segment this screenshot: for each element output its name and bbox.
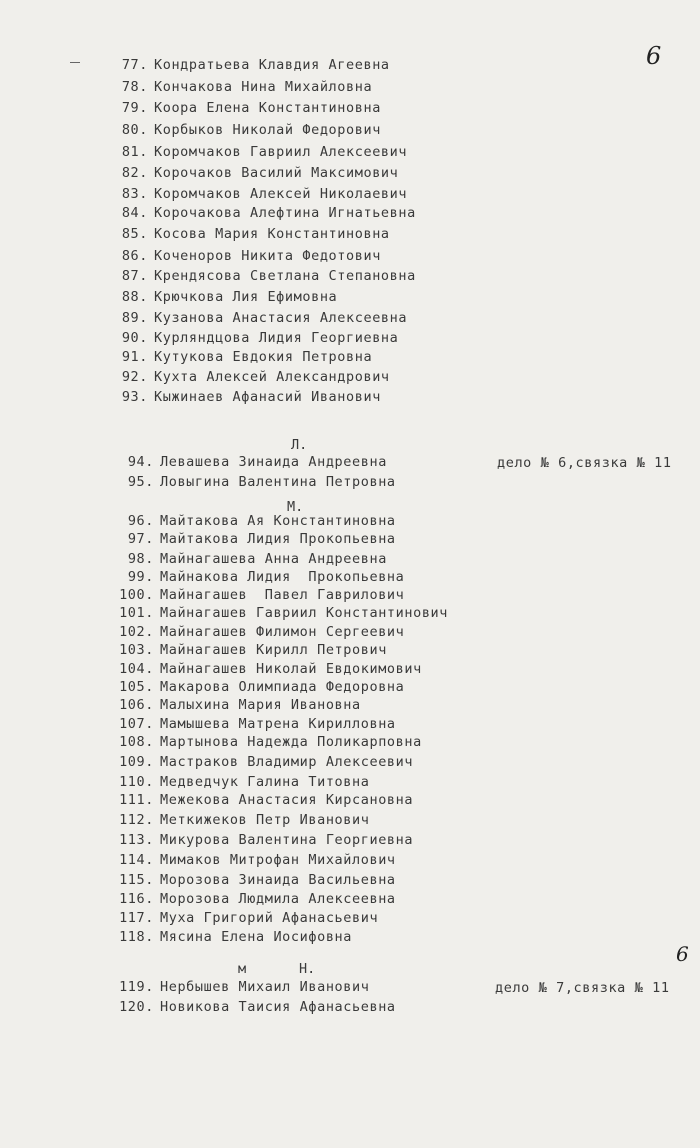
list-item	[108, 330, 398, 346]
list-item-name: Морозова Людмила Алексеевна	[160, 891, 396, 907]
section-heading-l: Л.	[291, 437, 308, 453]
list-item-name: Мимаков Митрофан Михайлович	[160, 852, 396, 868]
list-item-name: Корбыков Николай Федорович	[154, 122, 381, 138]
list-item	[114, 979, 369, 995]
list-item	[114, 929, 352, 945]
list-item-name: Макарова Олимпиада Федоровна	[160, 679, 405, 695]
list-item-name: Кузанова Анастасия Алексеевна	[154, 310, 408, 326]
list-item-number: 83.	[121, 186, 148, 202]
list-item-name: Малыхина Мария Ивановна	[160, 697, 361, 713]
list-item-name: Кыжинаев Афанасий Иванович	[154, 389, 381, 405]
list-item	[108, 205, 416, 221]
list-item	[108, 57, 390, 73]
list-item-name: Микурова Валентина Георгиевна	[160, 832, 414, 848]
list-item-number: 104.	[119, 661, 154, 677]
list-item	[114, 910, 378, 926]
list-item	[108, 369, 390, 385]
list-item-name: Майнагашев Кирилл Петрович	[160, 642, 387, 658]
list-item-name: Меткижеков Петр Иванович	[160, 812, 370, 828]
list-item-name: Курляндцова Лидия Георгиевна	[154, 330, 399, 346]
list-item-number: 105.	[119, 679, 154, 695]
list-item-number: 112.	[119, 812, 154, 828]
list-item-number: 118.	[119, 929, 154, 945]
list-item-number: 99.	[127, 569, 154, 585]
list-item	[108, 100, 381, 116]
list-item-name: Медведчук Галина Титовна	[160, 774, 370, 790]
list-item-name: Крючкова Лия Ефимовна	[154, 289, 338, 305]
list-item	[114, 642, 387, 658]
list-item	[108, 226, 390, 242]
list-item-number: 92.	[121, 369, 148, 385]
list-item	[114, 454, 387, 470]
list-item-number: 103.	[119, 642, 154, 658]
list-item	[108, 248, 381, 264]
list-item-name: Майтакова Ая Константиновна	[160, 513, 396, 529]
list-item	[108, 79, 372, 95]
list-item-name: Майнакова Лидия Прокопьевна	[160, 569, 405, 585]
list-item-number: 97.	[127, 531, 154, 547]
list-item-name: Майнагашев Филимон Сергеевич	[160, 624, 405, 640]
list-item	[108, 165, 398, 181]
list-item-number: 107.	[119, 716, 154, 732]
list-item-name: Коченоров Никита Федотович	[154, 248, 381, 264]
list-item	[114, 587, 404, 603]
list-item-name: Кухта Алексей Александрович	[154, 369, 390, 385]
list-item	[114, 569, 404, 585]
list-item-number: 113.	[119, 832, 154, 848]
list-item-name: Коора Елена Константиновна	[154, 100, 381, 116]
list-item	[114, 812, 369, 828]
list-item-name: Ловыгина Валентина Петровна	[160, 473, 396, 490]
list-item	[114, 792, 413, 808]
list-item	[108, 186, 407, 202]
list-item-number: 86.	[121, 248, 148, 264]
list-item-number: 108.	[119, 734, 154, 750]
list-item	[108, 144, 407, 160]
list-item-number: 79.	[121, 100, 148, 116]
list-item-name: Кондратьева Клавдия Агеевна	[154, 57, 390, 73]
list-item-name: Косова Мария Константиновна	[154, 226, 390, 242]
list-item	[108, 389, 381, 405]
list-item-number: 81.	[121, 144, 148, 160]
list-item-number: 88.	[121, 289, 148, 305]
list-item-number: 120.	[119, 998, 154, 1015]
list-item	[114, 891, 396, 907]
list-item-number: 82.	[121, 165, 148, 181]
section-heading-n-mark: м	[238, 961, 247, 977]
list-item-number: 116.	[119, 891, 154, 907]
list-item	[114, 551, 387, 567]
list-item-number: 115.	[119, 872, 154, 888]
list-item-name: Майтакова Лидия Прокопьевна	[160, 531, 396, 547]
list-item	[114, 531, 396, 547]
list-item-name: Крендясова Светлана Степановна	[154, 268, 416, 284]
list-item-name: Коромчаков Гавриил Алексеевич	[154, 144, 408, 160]
list-item-name: Коромчаков Алексей Николаевич	[154, 186, 408, 202]
list-item	[114, 474, 396, 490]
list-item-name: Майнагашев Гавриил Константинович	[160, 605, 449, 621]
list-item-name: Мамышева Матрена Кирилловна	[160, 716, 396, 732]
list-item-number: 91.	[121, 349, 148, 365]
list-item-number: 102.	[119, 624, 154, 640]
list-item-number: 94.	[127, 454, 154, 470]
page-number-handwritten: 6	[646, 42, 662, 70]
list-item-name: Нербышев Михаил Иванович	[160, 979, 370, 995]
list-item-name: Кутукова Евдокия Петровна	[154, 349, 373, 365]
page-number-handwritten-2: 6	[676, 942, 689, 966]
list-item-number: 111.	[119, 792, 154, 808]
list-item	[114, 716, 396, 732]
list-item	[108, 268, 416, 284]
list-item-name: Корочакова Алефтина Игнатьевна	[154, 205, 416, 221]
list-item-name: Новикова Таисия Афанасьевна	[160, 998, 396, 1015]
list-item	[114, 513, 396, 529]
list-item	[114, 852, 396, 868]
list-item	[114, 734, 422, 750]
list-item-name: Межекова Анастасия Кирсановна	[160, 792, 414, 808]
list-item	[108, 310, 407, 326]
list-item-number: 87.	[121, 268, 148, 284]
list-item-number: 90.	[121, 330, 148, 346]
list-item-name: Майнагашев Павел Гаврилович	[160, 587, 405, 603]
list-item-name: Морозова Зинаида Васильевна	[160, 872, 396, 888]
margin-tick	[70, 62, 80, 63]
file-note-l: дело № 6,связка № 11	[497, 455, 672, 471]
list-item-number: 119.	[119, 979, 154, 995]
section-heading-n: Н.	[299, 961, 316, 977]
list-item-name: Майнагашев Николай Евдокимович	[160, 661, 422, 677]
list-item-number: 80.	[121, 122, 148, 138]
list-item	[114, 679, 404, 695]
list-item-number: 110.	[119, 774, 154, 790]
list-item-name: Корочаков Василий Максимович	[154, 165, 399, 181]
list-item-name: Мастраков Владимир Алексеевич	[160, 754, 414, 770]
list-item	[114, 872, 396, 888]
list-item	[114, 832, 413, 848]
list-item	[108, 289, 337, 305]
list-item-number: 117.	[119, 910, 154, 926]
list-item	[114, 624, 404, 640]
section-heading-m: М.	[287, 499, 304, 515]
list-item-number: 101.	[119, 605, 154, 621]
list-item-number: 77.	[121, 57, 148, 73]
list-item-number: 84.	[121, 205, 148, 221]
list-item-number: 85.	[121, 226, 148, 242]
list-item	[114, 661, 422, 677]
list-item-number: 93.	[121, 389, 148, 405]
list-item-number: 109.	[119, 754, 154, 770]
list-item	[114, 774, 369, 790]
list-item-number: 95.	[127, 473, 154, 490]
list-item-name: Мясина Елена Иосифовна	[160, 929, 353, 945]
list-item	[114, 999, 396, 1015]
list-item	[108, 122, 381, 138]
list-item	[108, 349, 372, 365]
file-note-n: дело № 7,связка № 11	[495, 980, 670, 996]
list-item-number: 89.	[121, 310, 148, 326]
list-item	[114, 605, 448, 621]
list-item-name: Мартынова Надежда Поликарповна	[160, 734, 422, 750]
list-item-number: 100.	[119, 587, 154, 603]
list-item-number: 114.	[119, 852, 154, 868]
list-item	[114, 754, 413, 770]
list-item	[114, 697, 361, 713]
list-item-name: Левашева Зинаида Андреевна	[160, 454, 387, 470]
list-item-number: 78.	[121, 79, 148, 95]
list-item-name: Майнагашева Анна Андреевна	[160, 551, 387, 567]
list-item-number: 98.	[127, 551, 154, 567]
list-item-name: Муха Григорий Афанасьевич	[160, 910, 379, 926]
list-item-name: Кончакова Нина Михайловна	[154, 79, 373, 95]
list-item-number: 96.	[127, 513, 154, 529]
list-item-number: 106.	[119, 697, 154, 713]
